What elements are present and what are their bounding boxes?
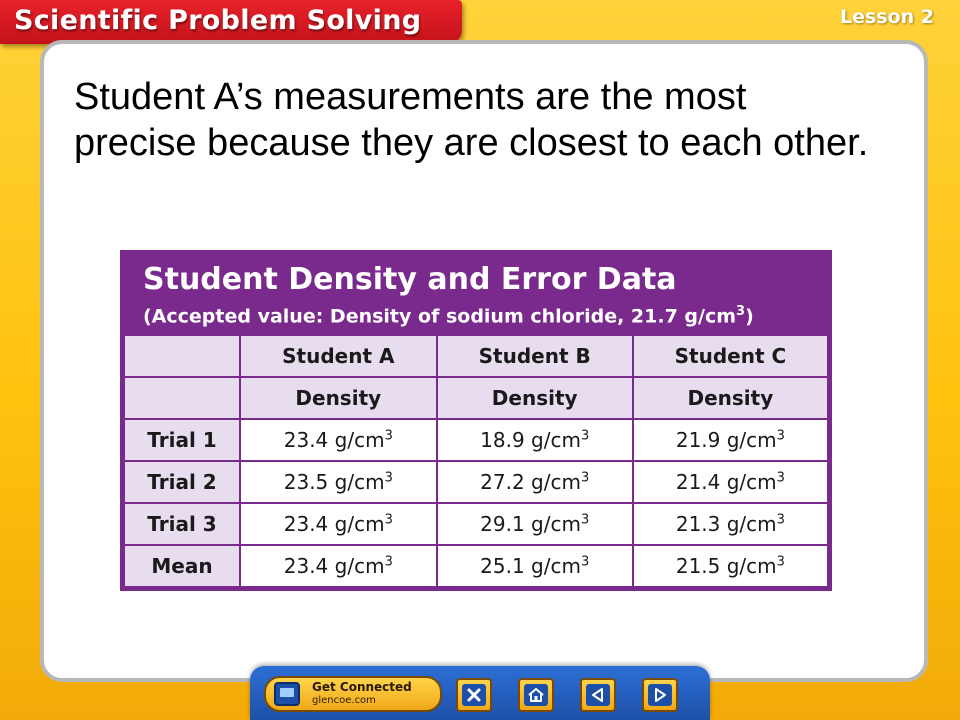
cell-unit-sup: 3: [776, 554, 785, 570]
cell-unit-sup: 3: [384, 554, 393, 570]
cell-value: 21.4: [675, 470, 721, 494]
table-subtitle-sup: 3: [736, 304, 746, 319]
close-button[interactable]: [456, 678, 492, 712]
table-row: [125, 420, 827, 460]
cell-value: 23.4: [283, 554, 329, 578]
cell-value: 21.3: [675, 512, 721, 536]
table-row: [125, 504, 827, 544]
cell-value: 18.9: [480, 428, 525, 452]
row-header: Trial 3: [125, 504, 239, 544]
title-banner: [0, 0, 462, 44]
cell-unit-sup: 3: [580, 470, 590, 486]
previous-button[interactable]: [580, 678, 616, 712]
get-connected-label: Get Connected: [312, 680, 412, 694]
cell-value: 23.5: [283, 470, 329, 494]
column-header: Student B: [438, 336, 632, 376]
previous-icon: [586, 684, 610, 706]
cell-unit: g/cm: [524, 554, 581, 578]
corner-cell: [125, 336, 239, 376]
cell-unit-sup: 3: [580, 512, 590, 528]
table-subtitle-end: ): [745, 305, 754, 328]
close-icon: [462, 684, 486, 706]
cell-unit: g/cm: [720, 512, 777, 536]
table-subtitle-text: (Accepted value: Density of sodium chloride, 21.7 g/cm: [143, 305, 737, 328]
cell-unit: g/cm: [328, 428, 385, 452]
column-header: Student C: [634, 336, 827, 376]
table-row: [125, 546, 827, 586]
table-grid: [123, 334, 829, 588]
table-cell: [438, 420, 632, 460]
cell-value: 21.5: [675, 554, 721, 578]
table-cell: [634, 462, 827, 502]
lesson-label: Lesson 2: [839, 6, 934, 28]
get-connected-button[interactable]: [264, 676, 442, 712]
page-title: Scientific Problem Solving: [14, 5, 422, 36]
table-cell: [241, 504, 436, 544]
cell-unit: g/cm: [328, 470, 385, 494]
cell-value: 27.2: [480, 470, 525, 494]
cell-unit-sup: 3: [384, 512, 393, 528]
cell-unit: g/cm: [720, 428, 777, 452]
cell-unit-sup: 3: [384, 428, 393, 444]
table-cell: [241, 420, 436, 460]
cell-unit-sup: 3: [580, 554, 590, 570]
table-cell: [438, 504, 632, 544]
table-cell: [241, 546, 436, 586]
cell-value: 23.4: [283, 512, 329, 536]
site-label: glencoe.com: [312, 695, 376, 706]
subheader-row: [125, 378, 827, 418]
home-icon: [524, 684, 548, 706]
column-header: Student A: [241, 336, 436, 376]
cell-unit-sup: 3: [776, 428, 785, 444]
next-icon: [648, 684, 672, 706]
cell-unit: g/cm: [720, 554, 777, 578]
table-subtitle: [143, 304, 754, 327]
cell-unit: g/cm: [524, 470, 581, 494]
cell-unit: g/cm: [524, 512, 581, 536]
table-row: [125, 462, 827, 502]
computer-icon: [274, 682, 300, 706]
row-header: Mean: [125, 546, 239, 586]
cell-unit-sup: 3: [384, 470, 393, 486]
statement-text: Student A’s measurements are the most precise because they are closest to each other.: [74, 76, 869, 164]
density-table: [120, 250, 832, 591]
table-cell: [241, 462, 436, 502]
table-cell: [634, 420, 827, 460]
table-title: Student Density and Error Data: [143, 262, 677, 297]
row-header: Trial 2: [125, 462, 239, 502]
row-header: Trial 1: [125, 420, 239, 460]
home-button[interactable]: [518, 678, 554, 712]
cell-unit-sup: 3: [776, 512, 785, 528]
navigation-bar: [250, 666, 710, 720]
cell-unit: g/cm: [720, 470, 777, 494]
column-subheader: Density: [438, 378, 632, 418]
next-button[interactable]: [642, 678, 678, 712]
table-cell: [438, 546, 632, 586]
cell-unit-sup: 3: [776, 470, 785, 486]
table-cell: [634, 504, 827, 544]
header-row: [125, 336, 827, 376]
table-cell: [634, 546, 827, 586]
cell-unit: g/cm: [328, 512, 385, 536]
table-cell: [438, 462, 632, 502]
cell-value: 25.1: [480, 554, 525, 578]
corner-cell: [125, 378, 239, 418]
cell-value: 21.9: [675, 428, 721, 452]
cell-value: 29.1: [480, 512, 525, 536]
column-subheader: Density: [634, 378, 827, 418]
cell-unit-sup: 3: [580, 428, 590, 444]
cell-unit: g/cm: [524, 428, 581, 452]
cell-unit: g/cm: [328, 554, 385, 578]
cell-value: 23.4: [283, 428, 329, 452]
column-subheader: Density: [241, 378, 436, 418]
